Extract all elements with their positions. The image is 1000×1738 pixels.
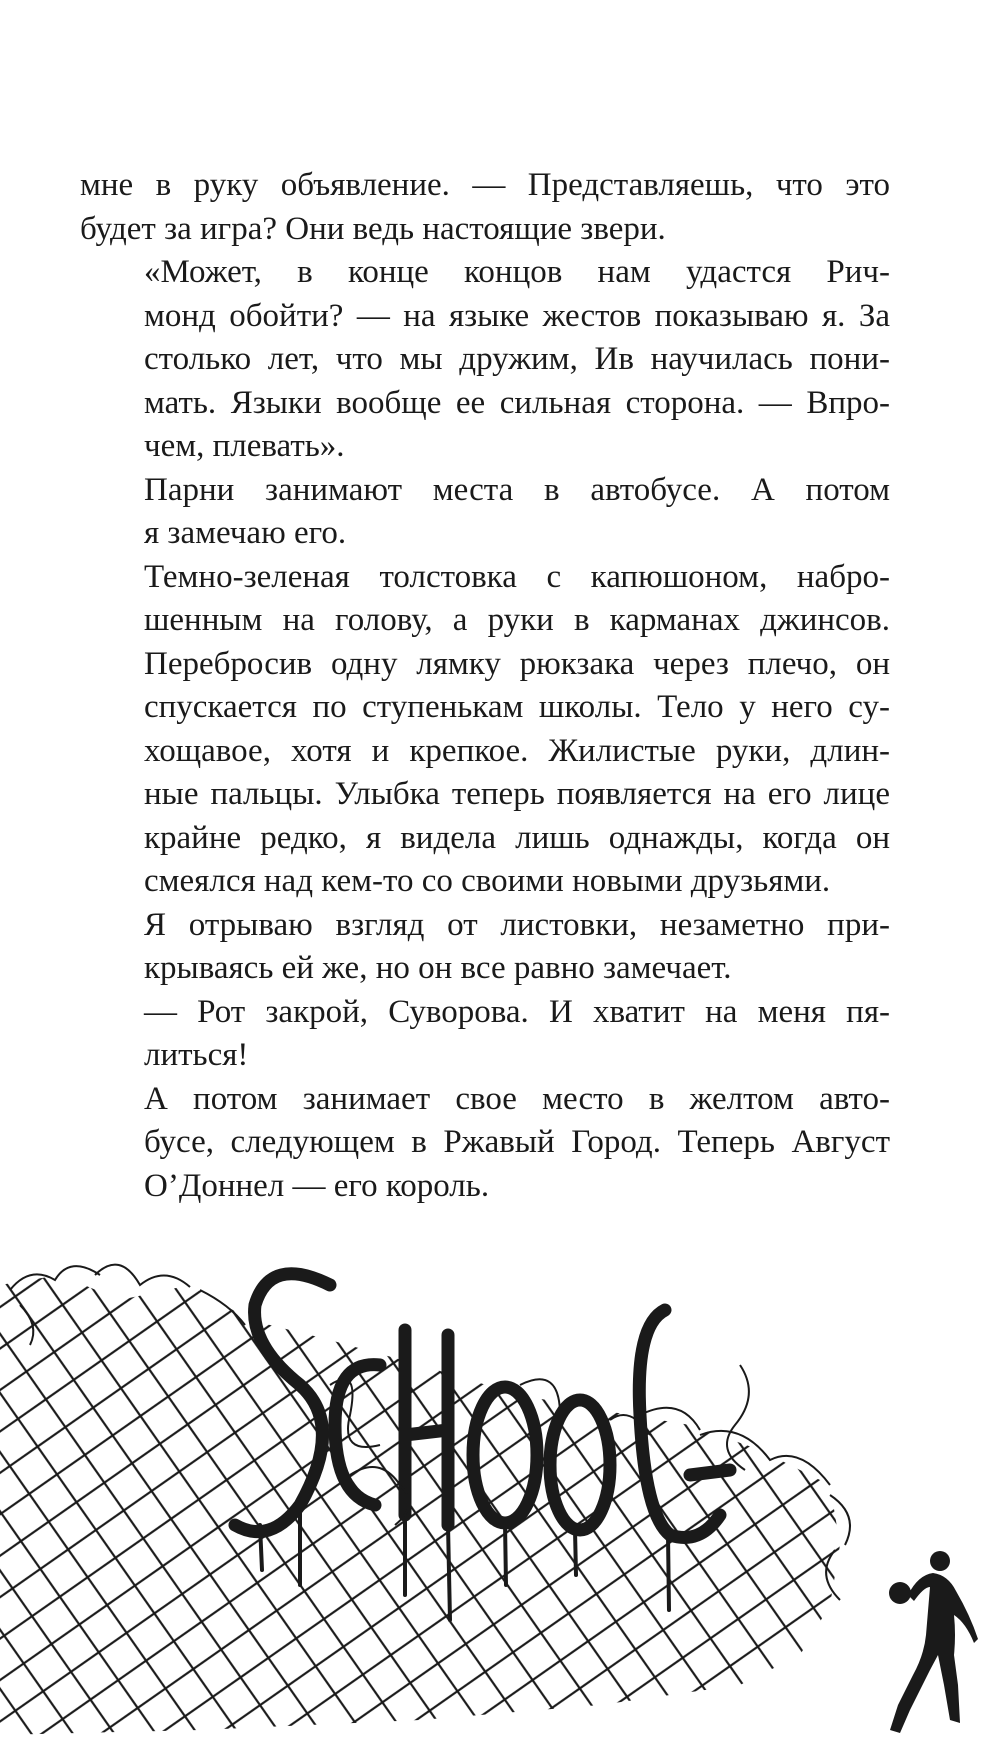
paragraph <box>80 164 890 251</box>
paragraph <box>80 1078 890 1209</box>
text-line: смеялся над кем-то со своими новыми друзьями. <box>144 863 831 899</box>
text-line: монд обойти? — на языке жестов показываю я. За <box>144 297 890 334</box>
paragraph <box>80 556 890 904</box>
text-line: Темно-зеленая толстовка с капюшоном, набро- <box>144 558 890 595</box>
paragraph <box>80 469 890 556</box>
text-line: Перебросив одну лямку рюкзака через плечо, он <box>144 645 890 682</box>
paragraph <box>80 991 890 1078</box>
text-line: будет за игра? Они ведь настоящие звери. <box>80 210 666 247</box>
paragraph <box>80 904 890 991</box>
text-line: А потом занимает свое место в желтом авто- <box>144 1080 890 1117</box>
text-line: шенным на голову, а руки в карманах джинсов. <box>144 602 890 638</box>
text-line: бусе, следующем в Ржавый Город. Теперь Август <box>144 1124 890 1160</box>
fence-graffiti-illustration <box>0 1245 1000 1738</box>
text-line: крайне редко, я видела лишь однажды, когда он <box>144 819 890 856</box>
chain-link-fence-icon <box>0 1245 1000 1738</box>
text-line: ные пальцы. Улыбка теперь появляется на его лице <box>144 776 890 812</box>
text-line: хощавое, хотя и крепкое. Жилистые руки, длин- <box>144 732 890 769</box>
text-line: мне в руку объявление. — Представляешь, что это <box>80 167 890 203</box>
text-line: я замечаю его. <box>144 515 347 551</box>
body-text <box>80 164 890 1208</box>
paragraph <box>80 251 890 469</box>
text-line: — Рот закрой, Суворова. И хватит на меня пя- <box>144 993 890 1030</box>
text-line: «Может, в конце концов нам удастся Рич- <box>144 254 890 290</box>
text-line: О’Доннел — его король. <box>144 1167 490 1204</box>
text-line: мать. Языки вообще ее сильная сторона. — Впро- <box>144 384 890 421</box>
text-line: спускается по ступенькам школы. Тело у него су- <box>144 689 890 725</box>
text-line: столько лет, что мы дружим, Ив научилась пони- <box>144 341 890 377</box>
text-line: крываясь ей же, но он все равно замечает. <box>144 950 732 986</box>
text-line: Я отрываю взгляд от листовки, незаметно при- <box>144 906 890 943</box>
basketball-player-icon <box>878 1545 978 1735</box>
text-line: Парни занимают места в автобусе. А потом <box>144 471 890 508</box>
text-line: литься! <box>144 1037 249 1073</box>
text-line: чем, плевать». <box>144 428 345 464</box>
